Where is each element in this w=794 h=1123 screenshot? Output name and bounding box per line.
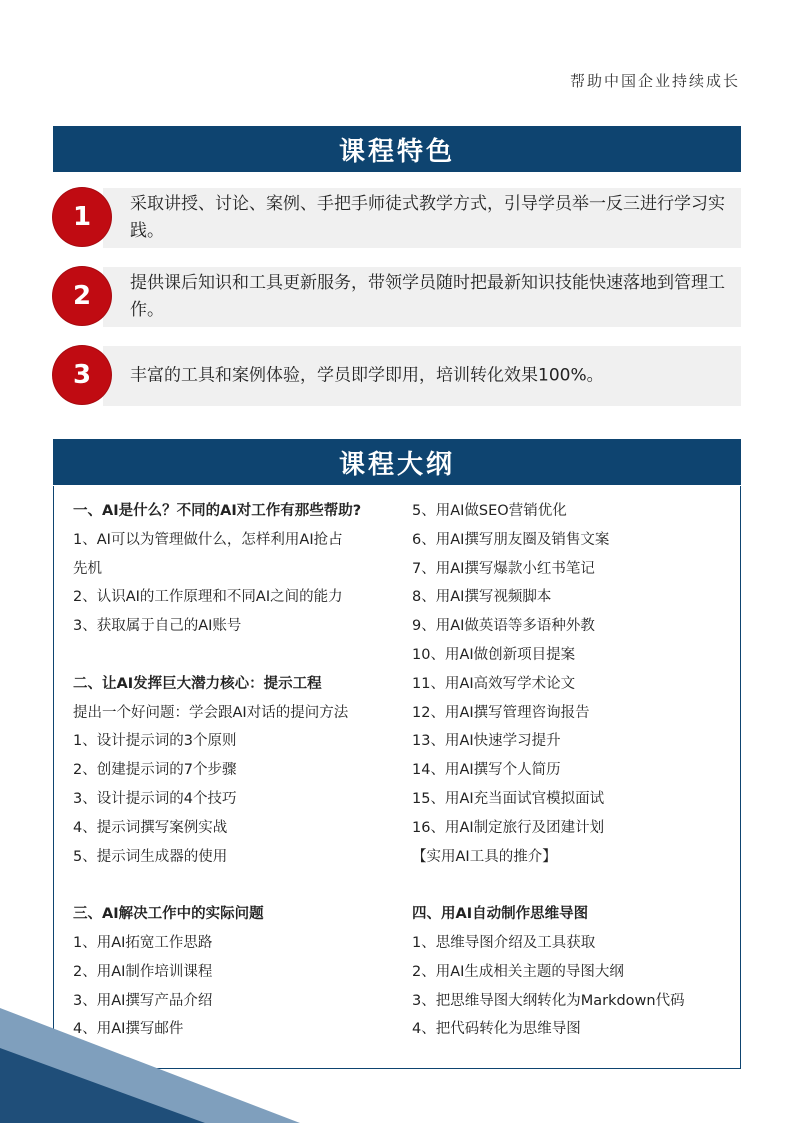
outline-list-item: 先机 (73, 560, 102, 577)
outline-chapter-heading: 四、用AI自动制作思维导图 (412, 906, 589, 923)
outline-list-item: 2、认识AI的工作原理和不同AI之间的能力 (73, 589, 343, 606)
feature-number-badge: 1 (53, 188, 111, 246)
feature-number-badge: 3 (53, 346, 111, 404)
outline-list-item: 5、提示词生成器的使用 (73, 848, 228, 865)
outline-list-item: 3、设计提示词的4个技巧 (73, 790, 237, 807)
outline-list-item: 4、把代码转化为思维导图 (412, 1021, 581, 1038)
outline-list-item: 1、设计提示词的3个原则 (73, 733, 237, 750)
outline-list-item: 1、用AI拓宽工作思路 (73, 934, 213, 951)
company-tagline: 帮助中国企业持续成长 (569, 72, 740, 90)
outline-list-item: 7、用AI撰写爆款小红书笔记 (412, 560, 595, 577)
outline-list-item: 提出一个好问题：学会跟AI对话的提问方法 (73, 704, 349, 721)
outline-list-item: 2、创建提示词的7个步骤 (73, 762, 237, 779)
outline-chapter-heading: 一、AI是什么？不同的AI对工作有那些帮助? (73, 503, 362, 519)
outline-list-item: 5、用AI做SEO营销优化 (412, 503, 567, 519)
outline-list-item: 4、用AI撰写邮件 (73, 1021, 184, 1038)
outline-list-item: 1、AI可以为管理做什么，怎样利用AI抢占 (73, 531, 343, 548)
outline-spacer (412, 871, 732, 900)
outline-left-column (73, 497, 403, 1044)
outline-spacer (73, 641, 403, 670)
outline-list-item: 3、获取属于自己的AI账号 (73, 618, 242, 635)
outline-chapter-heading: 二、让AI发挥巨大潜力核心：提示工程 (73, 675, 322, 692)
outline-spacer (73, 871, 403, 900)
outline-list-item: 1、思维导图介绍及工具获取 (412, 934, 596, 951)
outline-list-item: 【实用AI工具的推介】 (412, 848, 557, 865)
outline-list-item: 11、用AI高效写学术论文 (412, 675, 576, 692)
outline-list-item: 4、提示词撰写案例实战 (73, 819, 228, 836)
outline-list-item: 10、用AI做创新项目提案 (412, 646, 576, 663)
feature-item-1 (53, 188, 741, 248)
outline-list-item: 14、用AI撰写个人简历 (412, 762, 561, 779)
feature-item-text: 丰富的工具和案例体验，学员即学即用，培训转化效果100%。 (130, 365, 604, 386)
feature-item-text: 采取讲授、讨论、案例、手把手师徒式教学方式，引导学员举一反三进行学习实践。 (130, 194, 725, 241)
outline-section-title: 课程大纲 (53, 439, 741, 485)
feature-number-badge: 2 (53, 267, 111, 325)
outline-list-item: 2、用AI制作培训课程 (73, 963, 213, 980)
outline-list-item: 6、用AI撰写朋友圈及销售文案 (412, 531, 610, 548)
feature-item-3 (53, 346, 741, 406)
outline-list-item: 3、把思维导图大纲转化为Markdown代码 (412, 992, 685, 1009)
outline-list-item: 3、用AI撰写产品介绍 (73, 992, 213, 1009)
outline-list-item: 13、用AI快速学习提升 (412, 733, 561, 750)
outline-list-item: 12、用AI撰写管理咨询报告 (412, 704, 590, 721)
outline-list-item: 9、用AI做英语等多语种外教 (412, 618, 595, 635)
feature-item-2 (53, 267, 741, 327)
features-section-title: 课程特色 (53, 126, 741, 172)
feature-item-text: 提供课后知识和工具更新服务，带领学员随时把最新知识技能快速落地到管理工作。 (130, 273, 725, 320)
outline-list-item: 8、用AI撰写视频脚本 (412, 589, 552, 606)
outline-list-item: 2、用AI生成相关主题的导图大纲 (412, 963, 624, 980)
outline-list-item: 15、用AI充当面试官模拟面试 (412, 790, 605, 807)
outline-right-column (412, 497, 732, 1044)
outline-list-item: 16、用AI制定旅行及团建计划 (412, 819, 605, 836)
outline-chapter-heading: 三、AI解决工作中的实际问题 (73, 906, 264, 923)
